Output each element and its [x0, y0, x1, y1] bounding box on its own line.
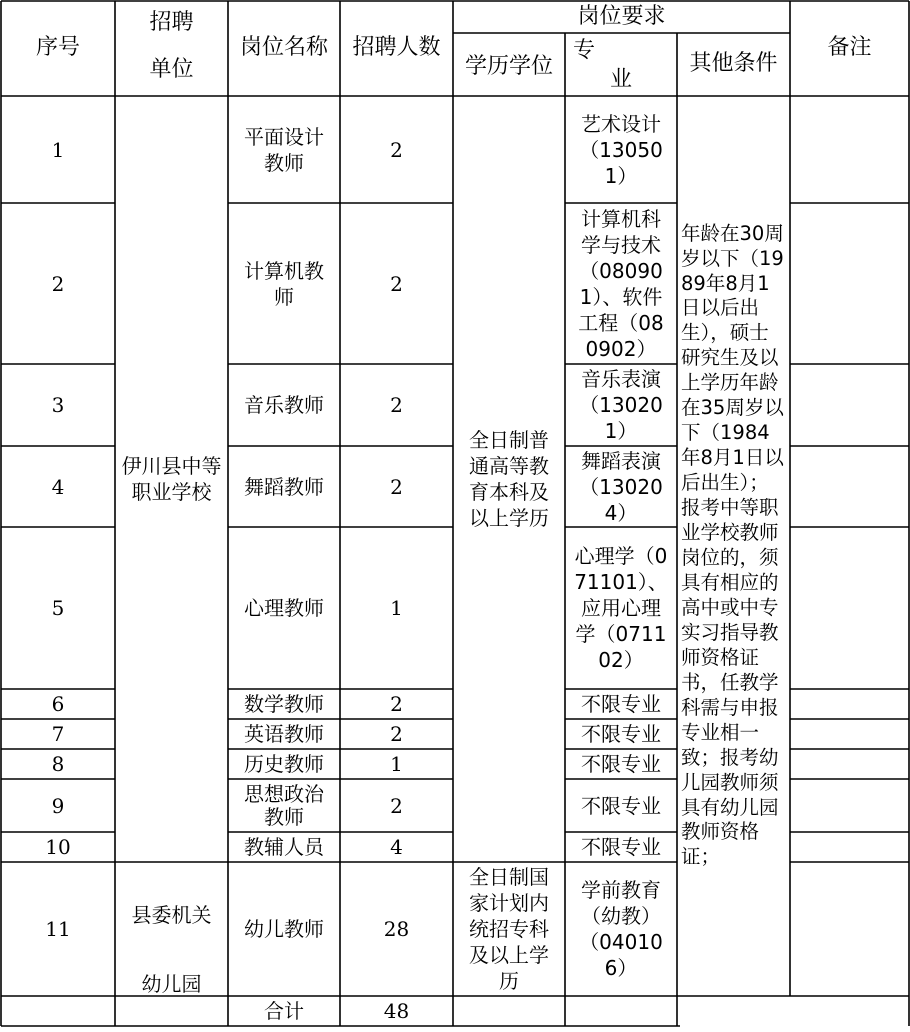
- row-10-major: 不限专业: [581, 835, 661, 859]
- row-3-major: 音乐表演（130201）: [579, 367, 663, 443]
- unit-kindergarten-line1: 县委机关: [131, 903, 212, 927]
- row-5-count: 1: [390, 596, 403, 620]
- row-9-count: 2: [390, 793, 403, 818]
- row-11-post: 幼儿教师: [244, 917, 324, 941]
- row-7-post: 英语教师: [244, 722, 324, 746]
- row-11-count: 28: [383, 917, 410, 941]
- row-2-major: 计算机科学与技术（080901）、软件工程（080902）: [578, 206, 664, 361]
- row-9-post: 思想政治教师: [244, 781, 324, 829]
- header-post-name: 岗位名称: [239, 35, 328, 61]
- total-label: 合计: [264, 999, 304, 1023]
- row-6-post: 数学教师: [244, 692, 324, 716]
- header-recruit-count: 招聘人数: [352, 35, 441, 61]
- row-10-post: 教辅人员: [244, 835, 324, 859]
- row-9-seq: 9: [51, 793, 65, 818]
- row-2-count: 2: [390, 271, 403, 296]
- row-11-seq: 11: [45, 917, 71, 941]
- row-7-count: 2: [390, 722, 403, 746]
- total-value: 48: [383, 999, 410, 1023]
- row-5-post: 心理教师: [244, 596, 324, 620]
- row-2-post: 计算机教师: [244, 258, 324, 309]
- header-unit-line2: 单位: [149, 56, 194, 82]
- row-6-count: 2: [390, 692, 403, 716]
- row-8-seq: 8: [51, 752, 65, 776]
- row-10-seq: 10: [45, 835, 71, 859]
- row-5-seq: 5: [51, 596, 65, 620]
- row-3-count: 2: [390, 393, 403, 417]
- row-6-seq: 6: [51, 692, 65, 716]
- education-kindergarten: 全日制国家计划内统招专科及以上学历: [469, 865, 549, 993]
- row-4-post: 舞蹈教师: [244, 474, 324, 499]
- header-education: 学历学位: [464, 54, 553, 80]
- row-8-post: 历史教师: [244, 752, 324, 776]
- row-4-count: 2: [390, 474, 403, 499]
- unit-kindergarten-line2: 幼儿园: [141, 972, 202, 996]
- header-remark: 备注: [827, 35, 872, 61]
- row-1-post: 平面设计教师: [244, 124, 324, 175]
- row-1-seq: 1: [51, 137, 65, 162]
- header-major-line2: 业: [609, 66, 632, 92]
- row-8-major: 不限专业: [581, 752, 661, 776]
- row-7-seq: 7: [51, 722, 65, 746]
- row-11-major: 学前教育（幼教）（040106）: [579, 878, 663, 980]
- row-2-seq: 2: [51, 271, 65, 296]
- row-1-count: 2: [390, 137, 403, 162]
- header-seq: 序号: [35, 35, 80, 61]
- row-6-major: 不限专业: [581, 692, 661, 716]
- row-3-post: 音乐教师: [244, 393, 324, 417]
- header-major-line1: 专: [573, 37, 596, 63]
- header-requirements: 岗位要求: [577, 3, 666, 29]
- row-4-major: 舞蹈表演（130204）: [579, 448, 663, 525]
- header-other-conditions: 其他条件: [689, 51, 778, 77]
- row-4-seq: 4: [51, 474, 65, 499]
- education-school: 全日制普通高等教育本科及以上学历: [469, 428, 549, 530]
- row-1-major: 艺术设计（130501）: [579, 111, 663, 188]
- other-conditions: 年龄在30周岁以下（1989年8月1日以后出生），硕士研究生及以上学历年龄在35周岁以下（1984年8月1日以后出生）；报考中等职业学校教师岗位的，须具有相应的高中或中专实习指导教师资格证书，任教学科需与申报专业相一致；报考幼儿园教师须具有幼儿园教师资格证；: [681, 221, 784, 869]
- unit-school: 伊川县中等职业学校: [121, 454, 222, 504]
- row-3-seq: 3: [51, 393, 65, 417]
- row-8-count: 1: [390, 752, 403, 776]
- row-5-major: 心理学（071101）、应用心理学（071102）: [574, 544, 668, 672]
- row-9-major: 不限专业: [581, 793, 661, 818]
- header-unit-line1: 招聘: [149, 10, 194, 36]
- row-10-count: 4: [390, 835, 403, 859]
- row-7-major: 不限专业: [581, 722, 661, 746]
